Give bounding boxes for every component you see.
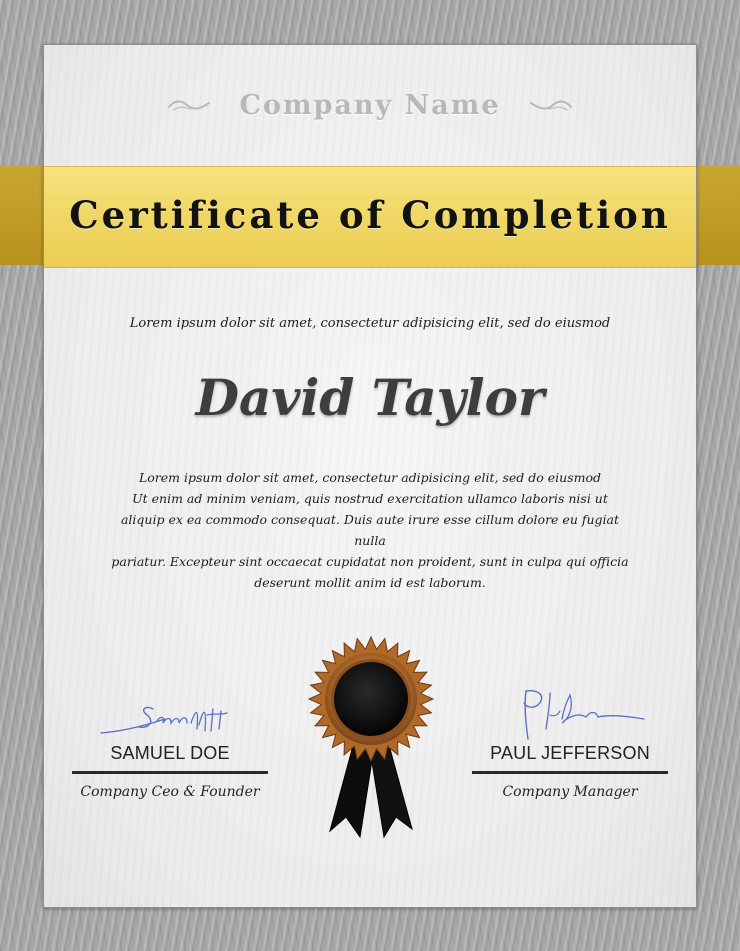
left-flourish-icon — [167, 98, 211, 112]
signer-name: SAMUEL DOE — [110, 743, 230, 763]
signature-scribble-manager — [490, 685, 650, 741]
signer-title: Company Manager — [502, 784, 638, 800]
company-header — [44, 85, 696, 125]
body-line: deserunt mollit anim id est laborum. — [254, 575, 486, 590]
body-line: pariatur. Excepteur sint occaecat cupidatat non proident, sunt in culpa qui officia — [111, 554, 629, 569]
recipient-name: David Taylor — [195, 368, 545, 427]
signature-block-ceo — [70, 695, 270, 800]
signature-block-manager — [470, 685, 670, 800]
company-name: Company Name — [239, 89, 501, 121]
right-flourish-icon — [529, 98, 573, 112]
intro-text: Lorem ipsum dolor sit amet, consectetur adipisicing elit, sed do eiusmod — [129, 316, 611, 331]
certificate-paper — [43, 44, 697, 908]
signature-scribble-ceo — [95, 695, 245, 741]
signature-line — [472, 771, 668, 774]
award-seal-icon — [306, 631, 436, 841]
body-paragraph — [104, 467, 636, 593]
signer-name: PAUL JEFFERSON — [490, 743, 650, 763]
body-line: aliquip ex ea commodo consequat. Duis aute irure esse cillum dolore eu fugiat nulla — [120, 512, 619, 548]
body-line: Ut enim ad minim veniam, quis nostrud exercitation ullamco laboris nisi ut — [132, 491, 608, 506]
certificate-title: Certificate of Completion — [69, 193, 671, 237]
body-line: Lorem ipsum dolor sit amet, consectetur adipisicing elit, sed do eiusmod — [138, 470, 601, 485]
signer-title: Company Ceo & Founder — [80, 784, 260, 800]
signature-line — [72, 771, 268, 774]
